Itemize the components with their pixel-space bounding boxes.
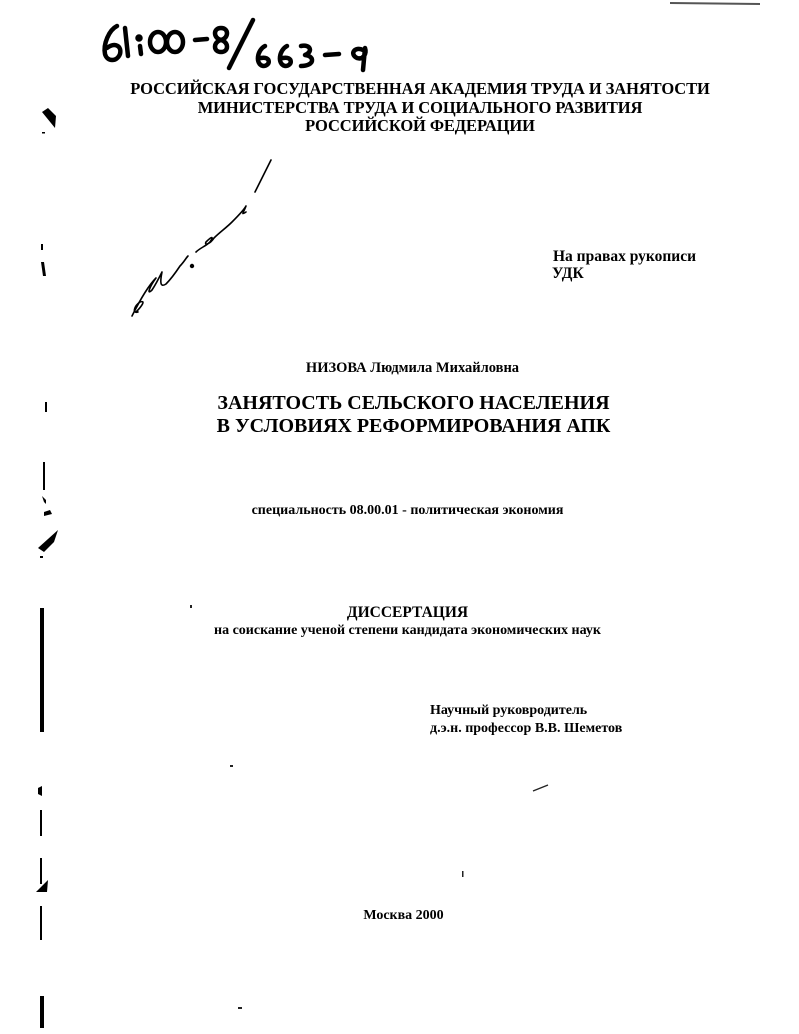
institution-line-1: РОССИЙСКАЯ ГОСУДАРСТВЕННАЯ АКАДЕМИЯ ТРУДА И ЗАНЯТОСТИ — [130, 79, 710, 98]
edge-mark-top-right — [670, 3, 760, 4]
title-line-1: ЗАНЯТОСТЬ СЕЛЬСКОГО НАСЕЛЕНИЯ — [217, 392, 610, 414]
pen-stroke-mark — [533, 785, 548, 791]
specialty-line: специальность 08.00.01 - политическая экономия — [251, 503, 564, 518]
udk-label: УДК — [552, 265, 584, 282]
manuscript-rights-label: На правах рукописи — [553, 248, 697, 265]
institution-line-3: РОССИЙСКОЙ ФЕДЕРАЦИИ — [305, 116, 535, 135]
city-year: Москва 2000 — [363, 908, 444, 923]
title-line-2: В УСЛОВИЯХ РЕФОРМИРОВАНИЯ АПК — [216, 415, 611, 437]
supervisor-name: д.э.н. профессор В.В. Шеметов — [430, 721, 623, 736]
author-name: НИЗОВА Людмила Михайловна — [305, 360, 520, 376]
dissertation-subtitle: на соискание ученой степени кандидата экономических наук — [214, 623, 601, 638]
left-edge-marks — [36, 108, 58, 1028]
signature-icon — [132, 160, 271, 316]
institution-line-2: МИНИСТЕРСТВА ТРУДА И СОЦИАЛЬНОГО РАЗВИТИЯ — [197, 97, 643, 117]
dissertation-heading: ДИССЕРТАЦИЯ — [346, 604, 469, 621]
scan-specks — [190, 605, 464, 1009]
supervisor-label: Научный руковродитель — [430, 703, 588, 718]
